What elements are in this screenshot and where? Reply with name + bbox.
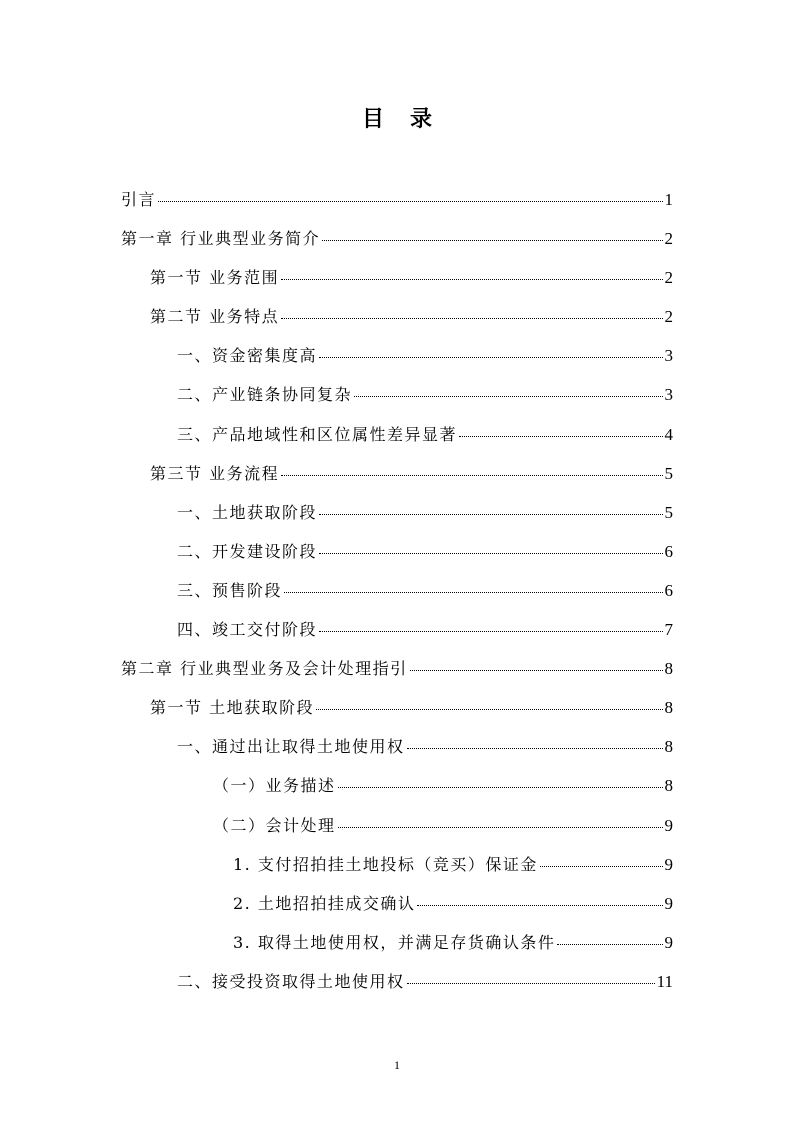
toc-entry[interactable] <box>121 379 673 418</box>
toc-entry-page: 9 <box>664 815 673 835</box>
toc-entry-page: 2 <box>664 268 673 288</box>
toc-entry-label: 三、预售阶段 <box>177 580 283 600</box>
toc-entry[interactable] <box>121 966 673 1005</box>
toc-dot-leader <box>319 514 662 515</box>
toc-entry-label: 第一节 土地获取阶段 <box>150 698 315 718</box>
toc-entry[interactable] <box>121 184 673 223</box>
toc-dot-leader <box>338 787 663 788</box>
toc-dot-leader <box>459 436 662 437</box>
toc-entry-page: 3 <box>664 385 673 405</box>
toc-entry-label: 第一节 业务范围 <box>150 268 280 288</box>
toc-entry-label: 引言 <box>121 190 157 209</box>
toc-entry-label: 1. 支付招拍挂土地投标（竞买）保证金 <box>233 854 538 874</box>
toc-entry[interactable] <box>121 849 673 888</box>
toc-dot-leader <box>557 944 662 945</box>
toc-entry-label: 3. 取得土地使用权，并满足存货确认条件 <box>233 932 556 952</box>
toc-dot-leader <box>338 827 663 828</box>
toc-entry-page: 8 <box>664 659 673 679</box>
toc-entry-page: 7 <box>664 620 673 640</box>
toc-entry-page: 5 <box>664 502 673 522</box>
page-number: 1 <box>394 1058 400 1072</box>
table-of-contents <box>121 184 673 1005</box>
toc-entry[interactable] <box>121 653 673 692</box>
toc-entry[interactable] <box>121 927 673 966</box>
toc-dot-leader <box>354 396 662 397</box>
toc-dot-leader <box>284 592 662 593</box>
toc-entry-label: （一）业务描述 <box>213 776 336 796</box>
toc-dot-leader <box>540 866 663 867</box>
toc-entry[interactable] <box>121 262 673 301</box>
toc-entry-label: 一、通过出让取得土地使用权 <box>177 737 405 757</box>
toc-entry-label: 二、接受投资取得土地使用权 <box>177 971 405 991</box>
page-title: 目录 <box>361 106 458 132</box>
toc-dot-leader <box>158 201 662 202</box>
toc-entry-page: 6 <box>664 541 673 561</box>
toc-entry[interactable] <box>121 888 673 927</box>
toc-entry-page: 9 <box>664 854 673 874</box>
toc-entry[interactable] <box>121 731 673 770</box>
toc-dot-leader <box>319 553 662 554</box>
toc-dot-leader <box>407 748 663 749</box>
toc-entry[interactable] <box>121 340 673 379</box>
toc-dot-leader <box>322 240 662 241</box>
toc-entry[interactable] <box>121 536 673 575</box>
toc-dot-leader <box>316 709 662 710</box>
toc-dot-leader <box>281 318 662 319</box>
toc-entry[interactable] <box>121 301 673 340</box>
toc-entry-page: 9 <box>664 932 673 952</box>
toc-dot-leader <box>319 631 662 632</box>
toc-entry-label: 四、竣工交付阶段 <box>177 620 318 640</box>
toc-entry-page: 1 <box>664 190 673 209</box>
toc-entry-label: 第一章 行业典型业务简介 <box>121 229 321 249</box>
toc-entry-page: 4 <box>664 424 673 444</box>
toc-dot-leader <box>281 475 662 476</box>
toc-entry-label: 第二章 行业典型业务及会计处理指引 <box>121 659 408 679</box>
toc-dot-leader <box>407 983 655 984</box>
toc-entry-label: （二）会计处理 <box>213 815 336 835</box>
toc-entry-page: 3 <box>664 346 673 366</box>
toc-entry-label: 一、资金密集度高 <box>177 346 318 366</box>
toc-dot-leader <box>281 279 662 280</box>
toc-dot-leader <box>319 357 662 358</box>
toc-entry-page: 5 <box>664 463 673 483</box>
toc-entry[interactable] <box>121 810 673 849</box>
toc-entry-label: 三、产品地域性和区位属性差异显著 <box>177 424 458 444</box>
toc-entry[interactable] <box>121 419 673 458</box>
toc-entry-label: 二、开发建设阶段 <box>177 541 318 561</box>
toc-entry[interactable] <box>121 614 673 653</box>
toc-entry-label: 第三节 业务流程 <box>150 463 280 483</box>
toc-dot-leader <box>417 905 662 906</box>
toc-entry-page: 11 <box>656 971 673 991</box>
toc-entry-page: 8 <box>664 776 673 796</box>
toc-entry[interactable] <box>121 770 673 809</box>
toc-entry-page: 2 <box>664 229 673 249</box>
toc-entry[interactable] <box>121 458 673 497</box>
toc-entry[interactable] <box>121 692 673 731</box>
toc-entry[interactable] <box>121 497 673 536</box>
toc-entry-label: 一、土地获取阶段 <box>177 502 318 522</box>
toc-entry-label: 第二节 业务特点 <box>150 307 280 327</box>
toc-entry-label: 二、产业链条协同复杂 <box>177 385 353 405</box>
toc-entry-page: 9 <box>664 893 673 913</box>
toc-entry[interactable] <box>121 223 673 262</box>
toc-dot-leader <box>410 670 663 671</box>
toc-entry-page: 6 <box>664 580 673 600</box>
toc-entry-page: 8 <box>664 737 673 757</box>
toc-entry-page: 2 <box>664 307 673 327</box>
toc-entry-label: 2. 土地招拍挂成交确认 <box>233 893 416 913</box>
toc-entry-page: 8 <box>664 698 673 718</box>
toc-entry[interactable] <box>121 575 673 614</box>
